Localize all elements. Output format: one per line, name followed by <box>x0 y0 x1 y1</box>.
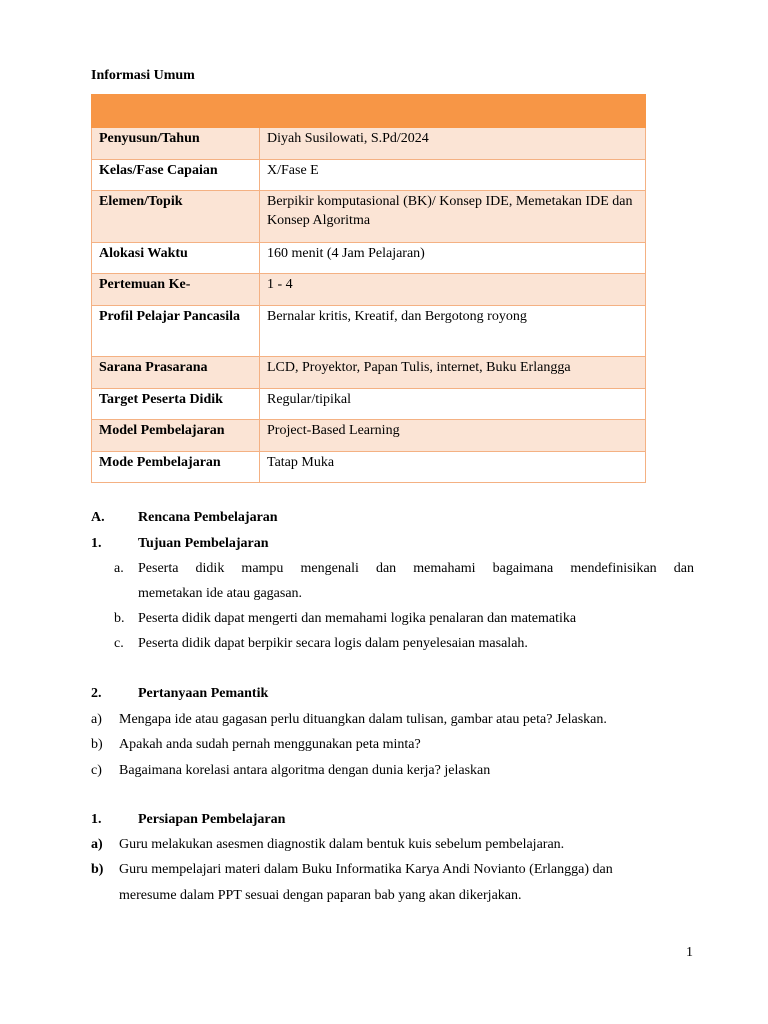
row-value: Tatap Muka <box>260 452 646 483</box>
table-row <box>92 306 646 357</box>
section-3-title: Persiapan Pembelajaran <box>138 812 286 827</box>
list-item-text: Guru mempelajari materi dalam Buku Informatika Karya Andi Novianto (Erlangga) dan <box>119 862 613 877</box>
section-a-title: Rencana Pembelajaran <box>138 510 278 525</box>
row-value: X/Fase E <box>260 160 646 191</box>
list-marker: a. <box>114 561 124 576</box>
section-a-marker: A. <box>91 510 105 525</box>
list-item-text: Peserta didik dapat berpikir secara logis dalam penyelesaian masalah. <box>138 636 528 651</box>
list-item-text: Guru melakukan asesmen diagnostik dalam bentuk kuis sebelum pembelajaran. <box>119 837 565 852</box>
table-row <box>92 128 646 160</box>
row-value: LCD, Proyektor, Papan Tulis, internet, Buku Erlangga <box>260 357 646 389</box>
section-2-title: Pertanyaan Pemantik <box>138 686 269 701</box>
row-value: Project-Based Learning <box>260 420 646 452</box>
row-label: Mode Pembelajaran <box>92 452 260 483</box>
section-heading-informasi-umum: Informasi Umum <box>91 68 195 83</box>
table-row <box>92 274 646 306</box>
table-row <box>92 243 646 274</box>
list-marker: b. <box>114 611 125 626</box>
row-label: Profil Pelajar Pancasila <box>92 306 260 357</box>
row-value: Regular/tipikal <box>260 389 646 420</box>
row-value: 1 - 4 <box>260 274 646 306</box>
section-1-title: Tujuan Pembelajaran <box>138 536 269 551</box>
list-item-text: Peserta didik mampu mengenali dan memahami bagaimana mendefinisikan dan <box>138 561 694 576</box>
list-item-text: Peserta didik dapat mengerti dan memahami logika penalaran dan matematika <box>138 611 577 626</box>
table-row <box>92 357 646 389</box>
list-item-text-continued: meresume dalam PPT sesuai dengan paparan bab yang akan dikerjakan. <box>119 888 522 903</box>
list-marker: b) <box>91 862 104 877</box>
row-label: Kelas/Fase Capaian <box>92 160 260 191</box>
list-marker: c. <box>114 636 124 651</box>
row-value: 160 menit (4 Jam Pelajaran) <box>260 243 646 274</box>
section-3-marker: 1. <box>91 812 102 827</box>
list-item-text: Mengapa ide atau gagasan perlu dituangkan dalam tulisan, gambar atau peta? Jelaskan. <box>119 712 607 727</box>
section-2-marker: 2. <box>91 686 102 701</box>
section-1-marker: 1. <box>91 536 102 551</box>
list-item-text-continued: memetakan ide atau gagasan. <box>138 586 303 601</box>
row-label: Model Pembelajaran <box>92 420 260 452</box>
row-label: Alokasi Waktu <box>92 243 260 274</box>
list-item-text: Bagaimana korelasi antara algoritma dengan dunia kerja? jelaskan <box>119 763 491 778</box>
row-label: Target Peserta Didik <box>92 389 260 420</box>
row-value: Diyah Susilowati, S.Pd/2024 <box>260 128 646 160</box>
list-item-text: Apakah anda sudah pernah menggunakan peta minta? <box>119 737 421 752</box>
page-number: 1 <box>686 945 693 960</box>
row-value: Berpikir komputasional (BK)/ Konsep IDE, Memetakan IDE dan Konsep Algoritma <box>260 191 646 243</box>
table-row <box>92 160 646 191</box>
row-label: Sarana Prasarana <box>92 357 260 389</box>
table-row <box>92 420 646 452</box>
table-row <box>92 191 646 243</box>
row-value: Bernalar kritis, Kreatif, dan Bergotong royong <box>260 306 646 357</box>
list-marker: c) <box>91 763 102 778</box>
list-marker: b) <box>91 737 103 752</box>
row-label: Penyusun/Tahun <box>92 128 260 160</box>
list-marker: a) <box>91 712 102 727</box>
row-label: Elemen/Topik <box>92 191 260 243</box>
table-row <box>92 452 646 483</box>
list-marker: a) <box>91 837 103 852</box>
table-row <box>92 389 646 420</box>
row-label: Pertemuan Ke- <box>92 274 260 306</box>
info-table <box>91 94 646 483</box>
table-header-row <box>92 95 646 128</box>
